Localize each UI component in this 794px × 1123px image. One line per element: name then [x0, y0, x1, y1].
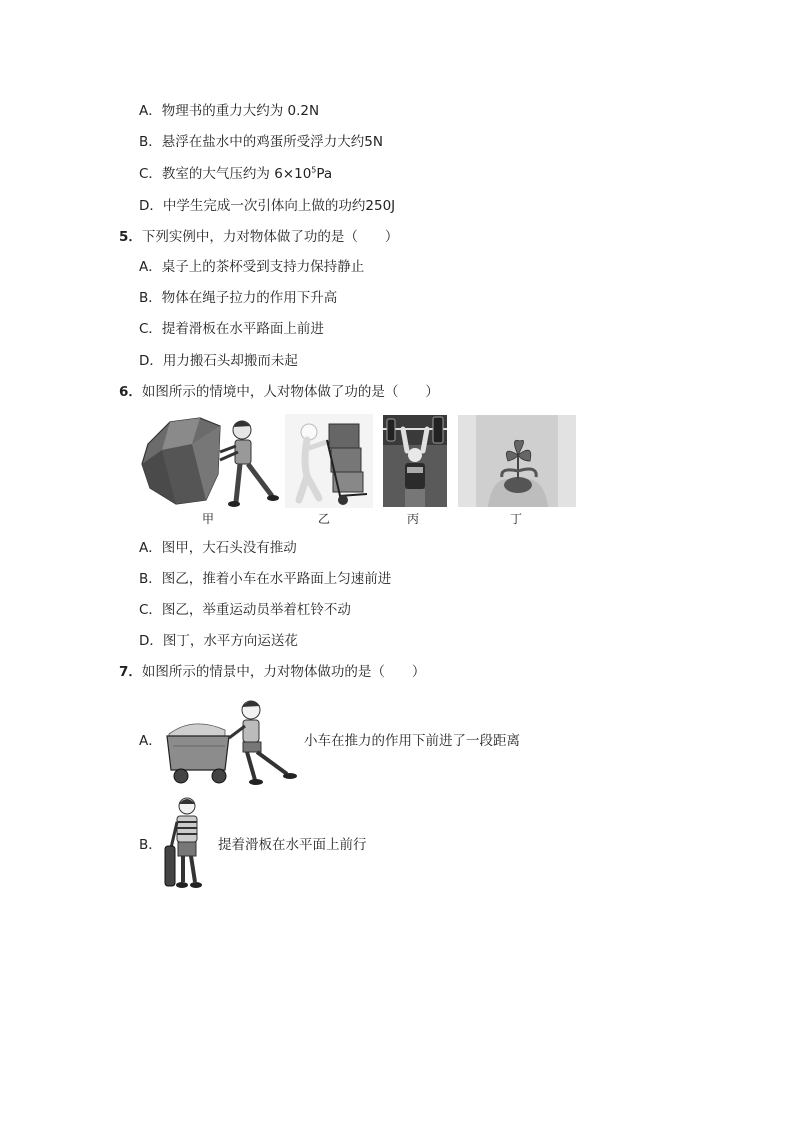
figure-q7a-boy-pushing-cart — [163, 696, 299, 788]
q6-option-c: C．图乙，举重运动员举着杠铃不动 — [139, 602, 351, 618]
q5-stem-text: 下列实例中，力对物体做了功的是（ ） — [141, 229, 399, 245]
figure-jia-boy-pushing-rock — [140, 414, 280, 508]
q4-option-c — [139, 164, 332, 184]
q7-stem-text: 如图所示的情景中，力对物体做功的是（ ） — [141, 664, 426, 680]
q4-option-c-unit: Pa — [316, 166, 333, 182]
q6-option-a: A．图甲，大石头没有推动 — [139, 540, 297, 556]
q7-stem — [119, 662, 425, 682]
figure-caption-jia: 甲 — [202, 512, 215, 526]
figure-caption-ding: 丁 — [510, 512, 523, 526]
figure-caption-yi: 乙 — [318, 512, 331, 526]
q7-option-a-label: A． — [139, 733, 162, 749]
q7-number: 7． — [119, 664, 142, 680]
figure-q7b-boy-carrying-skateboard — [163, 796, 209, 892]
q4-option-a: A．物理书的重力大约为 0.2N — [139, 103, 320, 119]
q5-option-d: D．用力搬石头却搬而未起 — [139, 353, 298, 369]
q4-option-d: D．中学生完成一次引体向上做的功约250J — [139, 198, 396, 214]
figure-yi-hand-truck — [285, 414, 373, 508]
q5-stem — [119, 227, 398, 247]
q7-option-a-text: 小车在推力的作用下前进了一段距离 — [304, 733, 520, 749]
q5-option-a: A．桌子上的茶杯受到支持力保持静止 — [139, 259, 365, 275]
q6-stem-text: 如图所示的情境中，人对物体做了功的是（ ） — [141, 384, 439, 400]
q5-option-c: C．提着滑板在水平路面上前进 — [139, 321, 324, 337]
q5-option-b: B．物体在绳子拉力的作用下升高 — [139, 290, 338, 306]
figure-ding-hands-flower — [458, 415, 576, 507]
q6-option-d: D．图丁，水平方向运送花 — [139, 633, 298, 649]
q4-option-c-text: C．教室的大气压约为 6×10 — [139, 166, 312, 182]
figure-caption-bing: 丙 — [407, 512, 420, 526]
q6-number: 6． — [119, 384, 142, 400]
q4-option-c-exponent: 5 — [311, 165, 317, 175]
q6-option-b: B．图乙，推着小车在水平路面上匀速前进 — [139, 571, 392, 587]
q7-option-b-text: 提着滑板在水平面上前行 — [218, 837, 367, 853]
q4-option-b: B．悬浮在盐水中的鸡蛋所受浮力大约5N — [139, 134, 383, 150]
figure-bing-weightlifter — [383, 415, 447, 507]
q6-stem — [119, 382, 439, 402]
q5-number: 5． — [119, 229, 142, 245]
q7-option-b-label: B． — [139, 837, 162, 853]
